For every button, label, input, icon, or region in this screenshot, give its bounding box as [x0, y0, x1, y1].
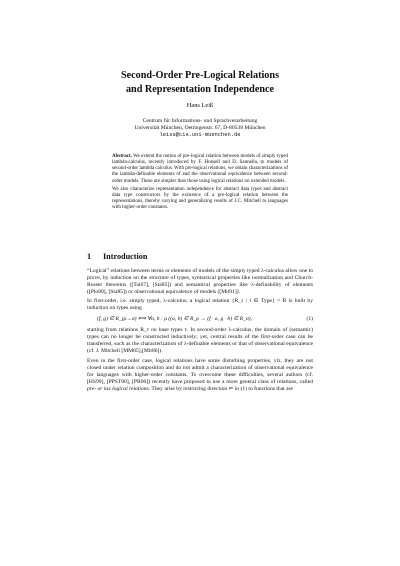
title-line-2: and Representation Independence: [125, 83, 275, 95]
abstract-text-1: We extend the notion of pre-logical relation between models of simply typed lambda-calculus, recently introduced by F. Honsell and D. Sannella, to models of second-order lambda calculus. With pre-logical relations, we obtain characterizations of the lambda-definable elements of and the observational equivalence between second-order models. These are simpler than those using logical relations on extended models.: [112, 154, 288, 184]
section-body: [87, 268, 313, 393]
abstract-paragraph-2: We also characterize representation independence for abstract data types and abstract data type constructors by the existence of a pre-logical relation between the representations, thereby varying and generalizing results of J.C. Mitchell to languages with higher-order constants.: [112, 186, 288, 211]
affiliation-line-2: Universität München, Oettingenstr. 67, D-80538 München: [134, 125, 266, 131]
affiliation-line-1: Centrum für Informations- und Sprachverarbeitung: [142, 118, 258, 124]
abstract-paragraph-1: [112, 154, 288, 185]
affiliation: [0, 118, 400, 139]
author-email: leiss@cis.uni-muenchen.de: [159, 132, 241, 138]
intro-paragraph-2: In first-order, i.e. simply typed, λ-calculus, a logical relation {R_τ | τ ∈ Type} = R is built by induction on types using: [87, 298, 313, 312]
section-title: Introduction: [103, 252, 148, 261]
intro-paragraph-3: starting from relations R_τ on base types τ. In second-order λ-calculus, the domain of (semantic) types can no longer be constructed inductively; yet, central results of the first-order case can be transferred, such as the characterization of λ-definable elements or that of observational equivalence (cf. J. Mitchell [MM85],[Mit86]).: [87, 327, 313, 355]
author-name: Hans Leiß: [186, 102, 214, 109]
equation-formula: (f, g) ∈ R_(ρ→σ) ⟺ ∀a, b : ρ ((a, b) ∈ R_ρ → (f · a, g · b) ∈ R_σ),: [97, 316, 252, 323]
abstract-label: Abstract.: [112, 154, 132, 159]
section-number: 1: [87, 252, 92, 261]
section-heading: [87, 252, 317, 261]
intro-emphasis: pre- or lax logical relations: [87, 385, 149, 392]
intro-paragraph-4: [87, 358, 313, 393]
equation-1: [87, 316, 313, 323]
intro-paragraph-1: “Logical” relations between terms or elements of models of the simply typed λ-calculus allow one to prove, by induction on the structure of types, syntactical properties like normalization and Church-Rosser theorems ([Tai67], [Sta85]) and semantical properties like λ-definability of elements ([Plo80], [Sta85]) or observational equivalence of models ([Mit91]).: [87, 268, 313, 296]
equation-number: (1): [306, 316, 313, 323]
intro-text-4a: Even in the first-order case, logical relations have some disturbing properties, viz. they are not closed under relation composition and do not admit a characterization of observational equivalence for languages with higher-order constants. To overcome these difficulties, several authors (cf. [HS99], [PPST00], [PR00]) recently have proposed to use a more general class of relations, called: [87, 357, 313, 385]
abstract: [112, 154, 288, 211]
paper-title: [0, 69, 400, 96]
intro-text-4b: . They arise by restricting direction ⇐ in (1) to functions that are: [148, 385, 293, 392]
title-line-1: Second-Order Pre-Logical Relations: [120, 70, 280, 81]
